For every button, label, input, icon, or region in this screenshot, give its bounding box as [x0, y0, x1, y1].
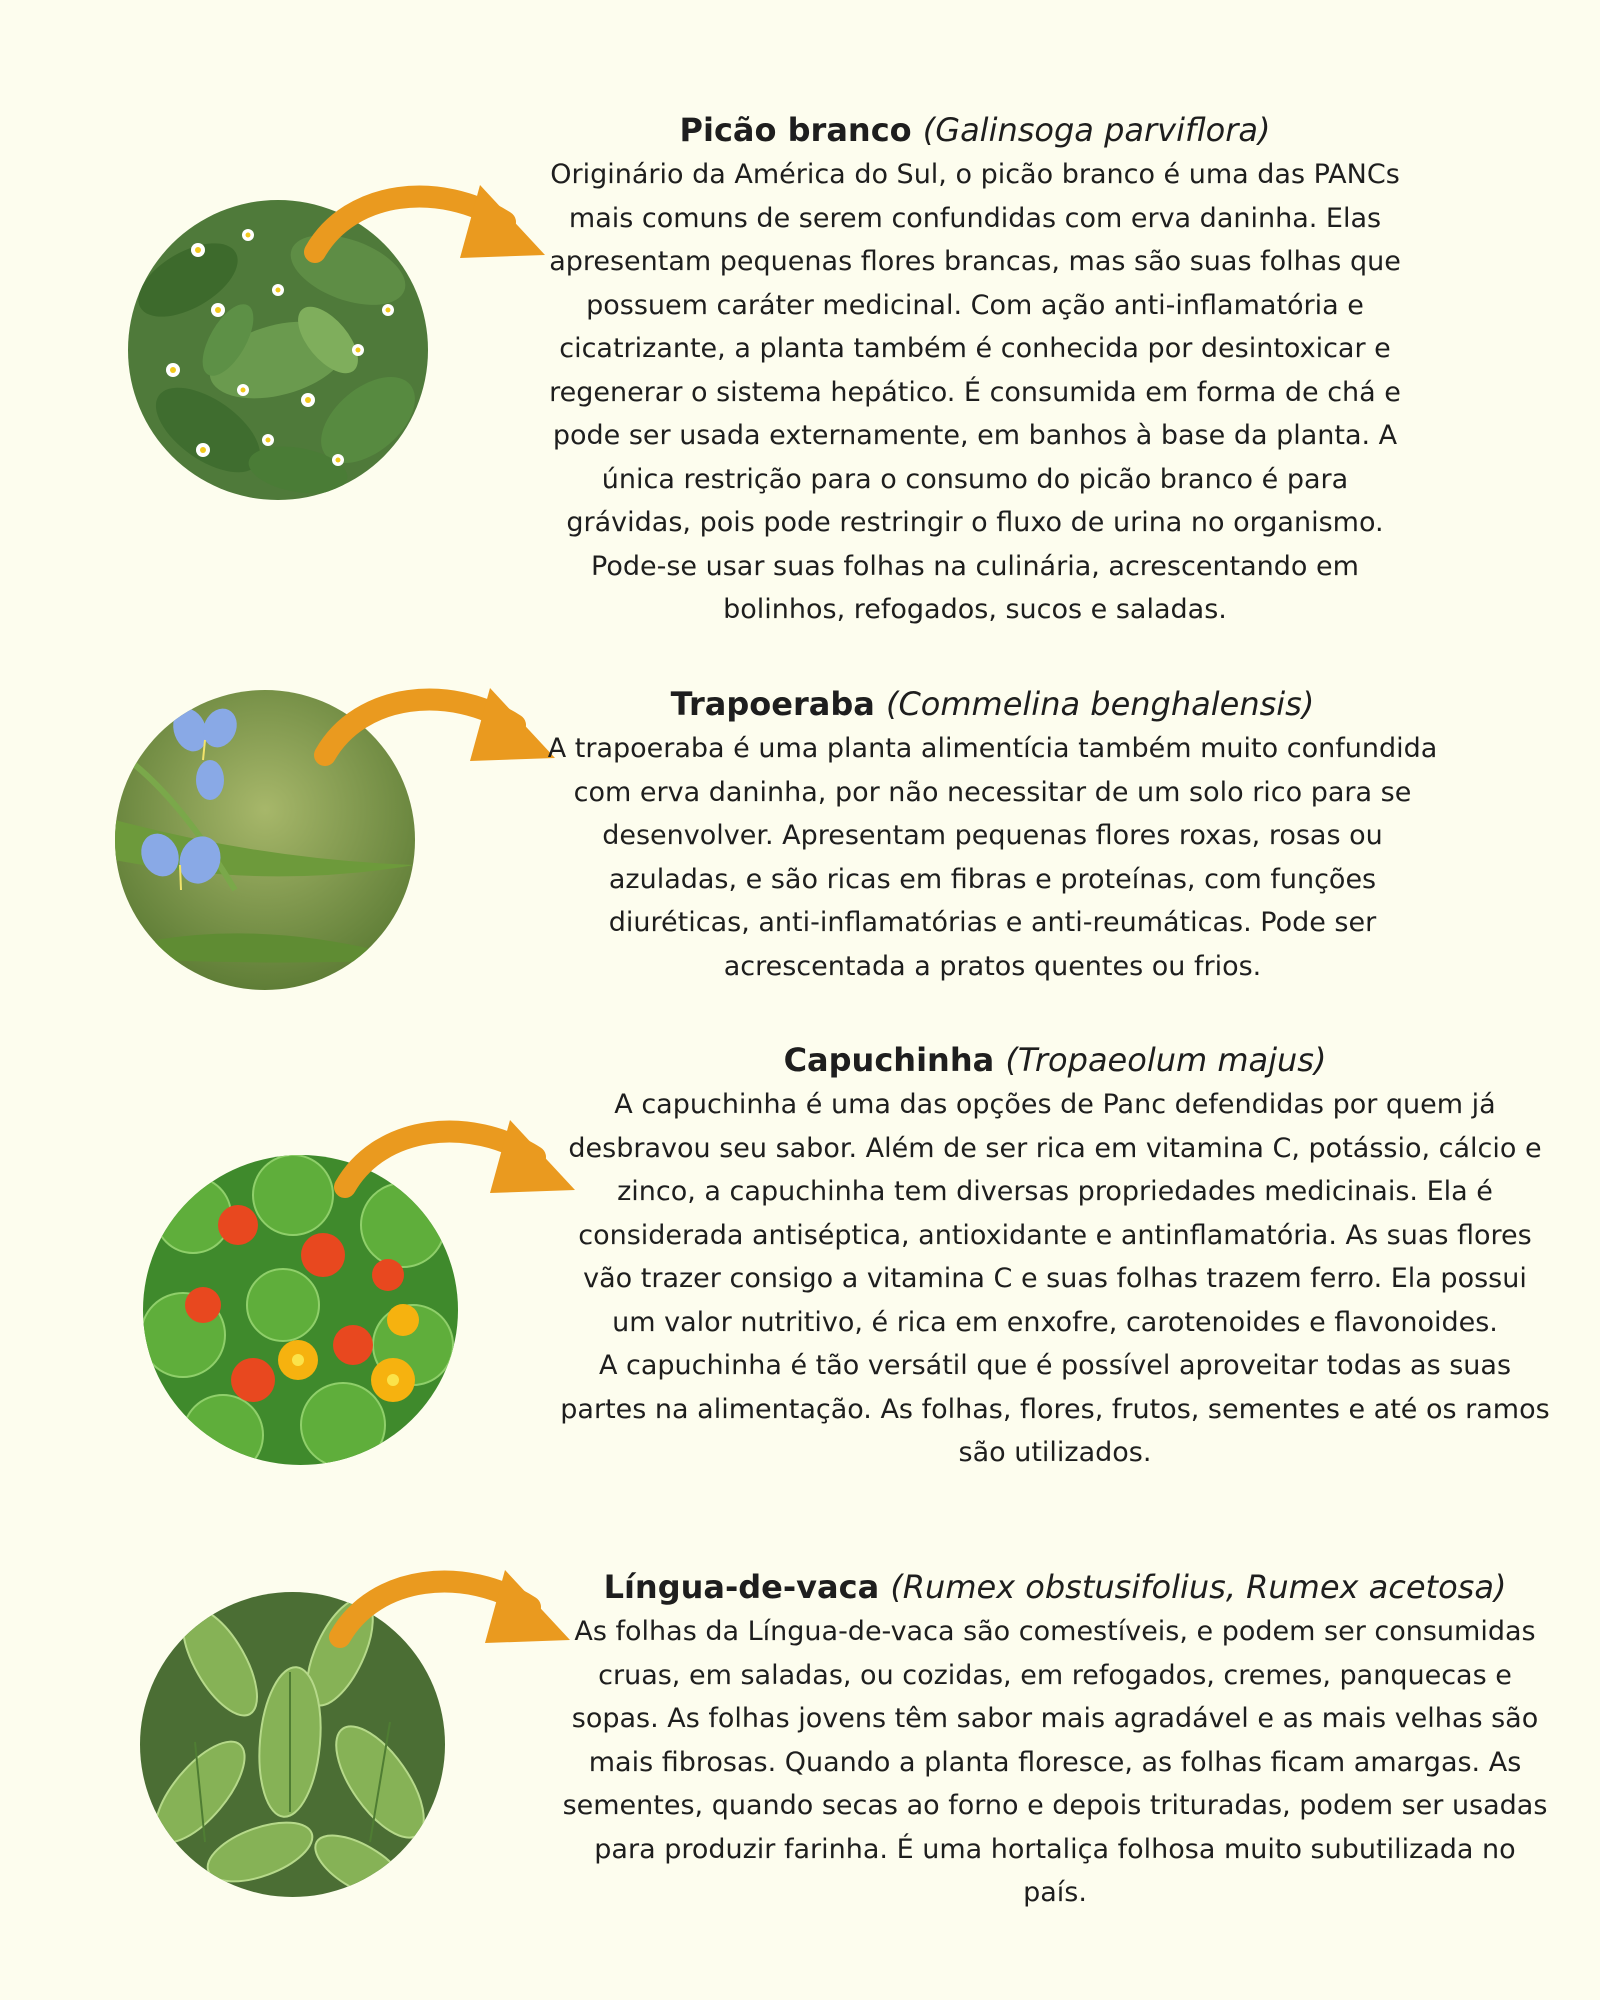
description-paragraph: Originário da América do Sul, o picão branco é uma das PANCs mais comuns de serem confundidas com erva daninha. Elas apresentam pequenas flores brancas, mas são suas folhas que possuem caráter medicinal. Com ação anti-inflamatória e cicatrizante, a planta também é conhecida por desintoxicar e regenerar o sistema hepático. É consumida em forma de chá e pode ser usada externamente, em banhos à base da planta. A única restrição para o consumo do picão branco é para grávidas, pois pode restringir o fluxo de urina no organismo. Pode-se usar suas folhas na culinária, acrescentando em bolinhos, refogados, sucos e saladas.	[549, 159, 1401, 625]
common-name: Picão branco	[679, 111, 912, 149]
section-lingua-de-vaca	[560, 1565, 1550, 1915]
arrow-icon	[335, 1565, 575, 1665]
common-name: Trapoeraba	[670, 685, 875, 723]
description-paragraph: A trapoeraba é uma planta alimentícia também muito confundida com erva daninha, por não necessitar de um solo rico para se desenvolver. Apresentam pequenas flores roxas, rosas ou azuladas, e são ricas em fibras e proteínas, com funções diuréticas, anti-inflamatórias e anti-reumáticas. Pode ser acrescentada a pratos quentes ou frios.	[547, 733, 1438, 982]
section-capuchinha	[560, 1038, 1550, 1475]
arrow-icon	[320, 683, 560, 783]
description-paragraph: A capuchinha é tão versátil que é possível aproveitar todas as suas partes na alimentação. As folhas, flores, frutos, sementes e até os ramos são utilizados.	[560, 1350, 1550, 1468]
arrow-icon	[340, 1115, 580, 1215]
section-picao-branco	[540, 108, 1410, 632]
section-trapoeraba	[545, 682, 1440, 988]
section-heading	[560, 1038, 1550, 1082]
arrow-icon	[310, 180, 550, 280]
scientific-name: (Rumex obstusifolius, Rumex acetosa)	[890, 1568, 1507, 1606]
common-name: Capuchinha	[783, 1041, 995, 1079]
scientific-name: (Tropaeolum majus)	[1005, 1041, 1327, 1079]
section-heading	[540, 108, 1410, 152]
description-paragraph: A capuchinha é uma das opções de Panc defendidas por quem já desbravou seu sabor. Além de ser rica em vitamina C, potássio, cálcio e zinco, a capuchinha tem diversas propriedades medicinais. Ela é considerada antiséptica, antioxidante e antinflamatória. As suas flores vão trazer consigo a vitamina C e suas folhas trazem ferro. Ela possui um valor nutritivo, é rica em enxofre, carotenoides e flavonoides.	[568, 1089, 1542, 1338]
section-heading	[560, 1565, 1550, 1609]
section-heading	[545, 682, 1440, 726]
common-name: Língua-de-vaca	[603, 1568, 880, 1606]
scientific-name: (Commelina benghalensis)	[885, 685, 1315, 723]
scientific-name: (Galinsoga parviflora)	[922, 111, 1271, 149]
description-paragraph: As folhas da Língua-de-vaca são comestíveis, e podem ser consumidas cruas, em saladas, ou cozidas, em refogados, cremes, panquecas e sopas. As folhas jovens têm sabor mais agradável e as mais velhas são mais fibrosas. Quando a planta floresce, as folhas ficam amargas. As sementes, quando secas ao forno e depois trituradas, podem ser usadas para produzir farinha. É uma hortaliça folhosa muito subutilizada no país.	[562, 1616, 1548, 1908]
